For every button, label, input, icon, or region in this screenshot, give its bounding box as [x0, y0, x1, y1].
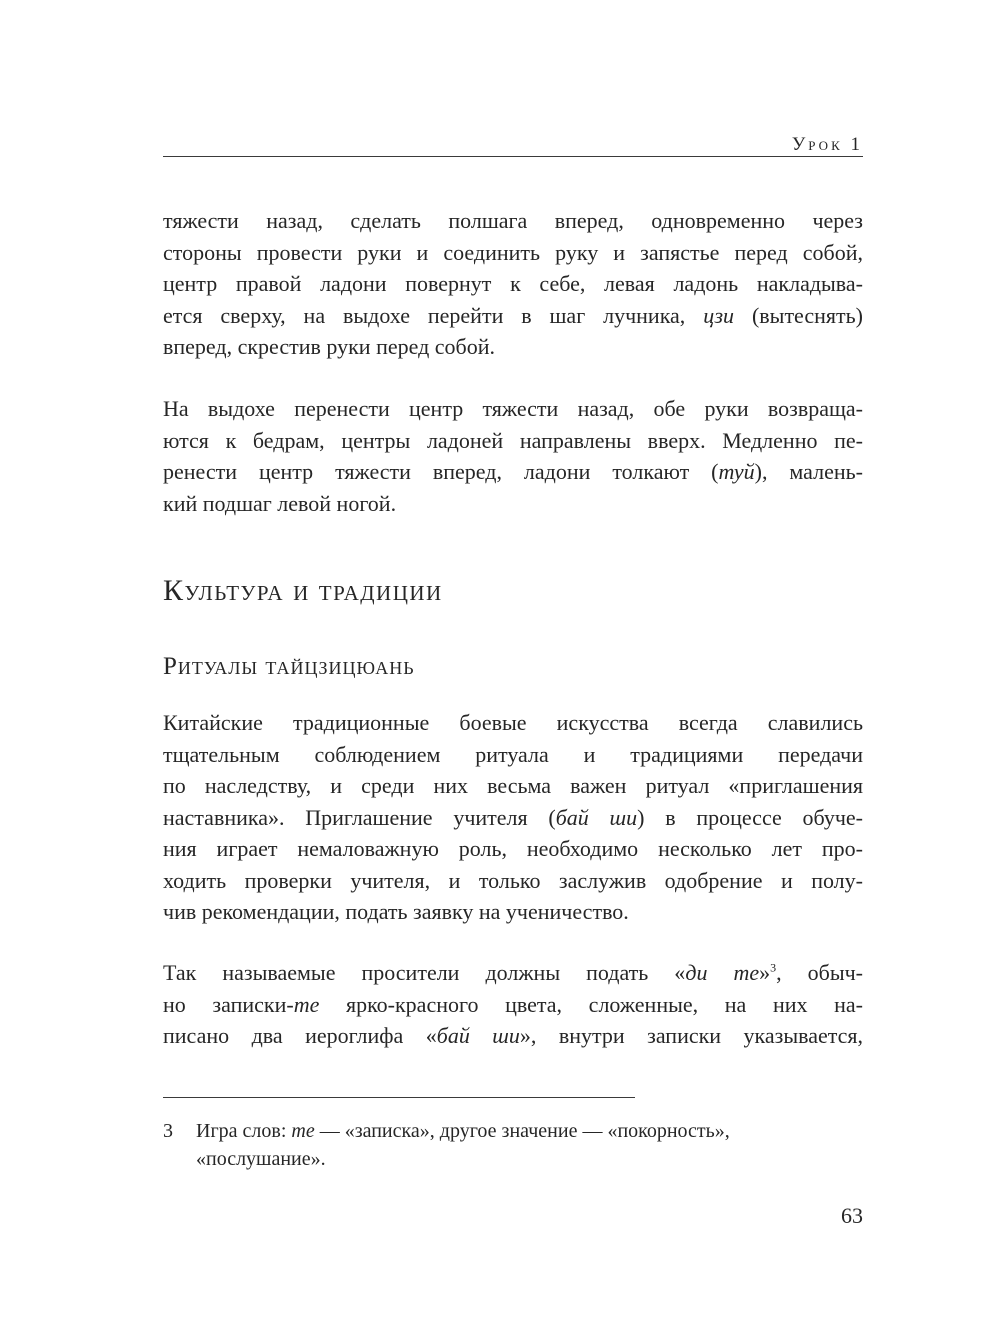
page-number: 63	[841, 1203, 863, 1228]
paragraph-4	[163, 957, 863, 1052]
paragraph-line: центр правой ладони повернут к себе, левая ладонь накладыва-	[163, 271, 863, 296]
footnote-text: Игра слов: те — «записка», другое значение — «покорность», «послушание».	[196, 1120, 730, 1170]
paragraph-line: вперед, скрестив руки перед собой.	[163, 334, 496, 359]
paragraph-line: наставника». Приглашение учителя (бай ши) в процессе обуче-	[163, 804, 863, 830]
paragraph-line: ходить проверки учителя, и только заслужив одобрение и полу-	[163, 867, 863, 893]
footnote	[163, 1117, 863, 1173]
footnote-rule	[163, 1097, 635, 1098]
paragraph-line: ется сверху, на выдохе перейти в шаг лучника, цзи (вытеснять)	[163, 302, 863, 328]
footnote-ref[interactable]: 3	[770, 960, 777, 975]
paragraph-line: Так называемые просители должны подать «ди те»$^3$, обыч-	[163, 960, 863, 985]
running-head: Урок 1	[791, 134, 863, 155]
paragraph-line: стороны провести руки и соединить руку и запястье перед собой,	[163, 239, 863, 265]
section-heading: Культура и традиции	[163, 574, 443, 607]
paragraph-line: ния играет немаловажную роль, необходимо несколько лет про-	[163, 836, 863, 861]
paragraph-line: писано два иероглифа «бай ши», внутри записки указывается,	[163, 1023, 864, 1048]
footnote-number: 3	[163, 1120, 173, 1142]
paragraph-line: ренести центр тяжести вперед, ладони толкают (туй), малень-	[163, 459, 864, 484]
paragraph-line: по наследству, и среди них весьма важен ритуал «приглашения	[163, 773, 863, 798]
paragraph-line: Китайские традиционные боевые искусства всегда славились	[163, 710, 863, 735]
header-rule	[163, 156, 863, 157]
paragraph-2	[163, 393, 863, 519]
paragraph-line: но записки-те ярко-красного цвета, сложенные, на них на-	[163, 991, 864, 1017]
subsection-heading: Ритуалы тайцзицюань	[163, 653, 415, 680]
paragraph-line: тщательным соблюдением ритуала и традициями передачи	[163, 741, 863, 767]
paragraph-line: На выдохе перенести центр тяжести назад, обе руки возвраща-	[163, 396, 863, 421]
paragraph-line: чив рекомендации, подать заявку на ученичество.	[163, 899, 629, 924]
paragraph-line: ются к бедрам, центры ладоней направлены вверх. Медленно пе-	[163, 427, 863, 453]
paragraph-line: тяжести назад, сделать полшага вперед, одновременно через	[163, 208, 863, 233]
paragraph-line: кий подшаг левой ногой.	[163, 490, 397, 516]
paragraph-1	[163, 205, 863, 363]
paragraph-3	[163, 707, 863, 928]
